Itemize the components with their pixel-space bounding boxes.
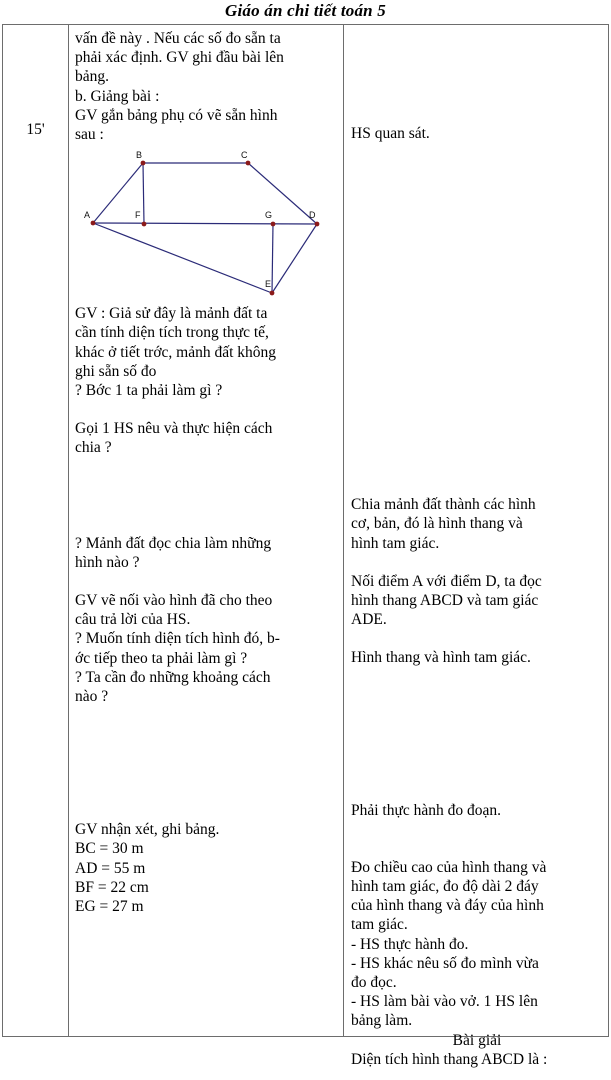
teacher-line: bảng. (75, 68, 110, 86)
solution-heading: Bài giải (452, 1031, 502, 1049)
figure-label-G: G (265, 210, 273, 221)
page-title: Giáo án chi tiết toán 5 (225, 1, 386, 20)
teacher-line: GV vẽ nối vào hình đã cho theo (75, 592, 273, 610)
spacer (351, 629, 603, 648)
spacer (75, 458, 338, 534)
spacer (351, 238, 603, 333)
figure-edge-GE (272, 224, 273, 293)
teacher-activity-column (69, 25, 344, 1036)
student-line: hình thang ABCD và tam giác (351, 592, 539, 610)
figure-point-F (142, 222, 147, 227)
figure-point-B (141, 161, 146, 166)
student-line: đo đọc. (351, 974, 397, 992)
student-line: - HS khác nêu số đo mình vừa (351, 954, 539, 972)
figure-point-labels (84, 150, 316, 289)
spacer (75, 706, 338, 801)
teacher-line: ? Mảnh đất đọc chia làm những (75, 534, 272, 552)
teacher-line: ghi sẵn số đo (75, 362, 157, 380)
teacher-line: GV : Giả sử đây là mảnh đất ta (75, 305, 268, 323)
spacer (351, 485, 603, 495)
spacer (351, 333, 603, 428)
time-column (3, 25, 69, 1036)
figure-label-B: B (136, 150, 143, 161)
teacher-line: GV gắn bảng phụ có vẽ sẵn hình (75, 106, 278, 124)
figure-point-A (91, 221, 96, 226)
figure-label-E: E (265, 279, 272, 290)
student-line: - HS làm bài vào vở. 1 HS lên (351, 993, 538, 1011)
student-activity-content (344, 25, 608, 1069)
figure-point-E (270, 291, 275, 296)
teacher-line: AD = 55 m (75, 859, 146, 877)
spacer (351, 428, 603, 485)
figure-edges (93, 163, 317, 293)
spacer (351, 820, 603, 858)
student-line: bảng làm. (351, 1012, 413, 1030)
teacher-line: BC = 30 m (75, 840, 144, 858)
figure-edge-AE (93, 223, 272, 293)
figure-label-A: A (84, 210, 91, 221)
time-value: 15' (26, 121, 45, 138)
student-line: - HS thực hành đo. (351, 935, 469, 953)
spacer (351, 105, 603, 124)
figure-edge-ED (272, 224, 317, 293)
student-line: hình tam giác. (351, 534, 440, 552)
teacher-line: BF = 22 cm (75, 878, 149, 896)
student-line: Chia mảnh đất thành các hình (351, 496, 536, 514)
student-line: của hình thang và đáy của hình (351, 897, 544, 915)
figure-point-C (246, 161, 251, 166)
geometry-figure-svg (75, 147, 338, 302)
figure-points (91, 161, 320, 296)
figure-label-C: C (241, 150, 248, 161)
teacher-line: vấn đề này . Nếu các số đo sẵn ta (75, 30, 281, 47)
teacher-line: hình nào ? (75, 553, 140, 571)
spacer (351, 143, 603, 238)
geometry-figure (75, 147, 338, 302)
teacher-line: sau : (75, 126, 104, 144)
student-line: Nối điểm A với điểm D, ta đọc (351, 572, 542, 590)
figure-edge-CD (248, 163, 317, 224)
spacer (75, 400, 338, 419)
teacher-line: Gọi 1 HS nêu và thực hiện cách (75, 420, 273, 438)
figure-edge-AD (93, 223, 317, 224)
student-line: hình tam giác, đo độ dài 2 đáy (351, 878, 539, 896)
teacher-line: ? Muốn tính diện tích hình đó, b- (75, 630, 280, 648)
student-activity-column (344, 25, 608, 1068)
teacher-line: GV nhận xét, ghi bảng. (75, 821, 220, 839)
student-line: Phải thực hành đo đoạn. (351, 801, 502, 819)
figure-label-F: F (135, 210, 141, 221)
student-line: tam giác. (351, 916, 408, 934)
teacher-line: ? Ta cần đo những khoảng cách (75, 668, 271, 686)
student-line: Hình thang và hình tam giác. (351, 649, 531, 667)
figure-point-D (315, 222, 320, 227)
spacer (351, 763, 603, 801)
spacer (75, 572, 338, 591)
teacher-activity-content (69, 25, 343, 916)
teacher-line: khác ở tiết trớc, mảnh đất không (75, 343, 277, 361)
figure-point-G (271, 222, 276, 227)
teacher-line: câu trả lời của HS. (75, 611, 191, 629)
spacer (351, 668, 603, 763)
teacher-line: phải xác định. GV ghi đầu bài lên (75, 49, 284, 67)
student-line: cơ, bản, đó là hình thang và (351, 515, 523, 533)
student-line: HS quan sát. (351, 125, 430, 142)
student-line: Đo chiều cao của hình thang và (351, 858, 547, 876)
figure-label-D: D (309, 210, 316, 221)
figure-edge-BF (143, 163, 144, 224)
lesson-plan-table (2, 24, 609, 1068)
teacher-line: EG = 27 m (75, 898, 144, 916)
teacher-line: cần tính diện tích trong thực tế, (75, 324, 269, 342)
spacer (75, 801, 338, 820)
student-line: Diện tích hình thang ABCD là : (351, 1050, 548, 1068)
teacher-line: ớc tiếp theo ta phải làm gì ? (75, 649, 248, 667)
student-line: ADE. (351, 611, 387, 629)
teacher-line: chia ? (75, 439, 112, 457)
teacher-line: ? Bớc 1 ta phải làm gì ? (75, 382, 223, 400)
teacher-line: nào ? (75, 688, 109, 706)
spacer (351, 553, 603, 572)
spacer (351, 29, 603, 105)
teacher-line: b. Giảng bài : (75, 87, 160, 105)
